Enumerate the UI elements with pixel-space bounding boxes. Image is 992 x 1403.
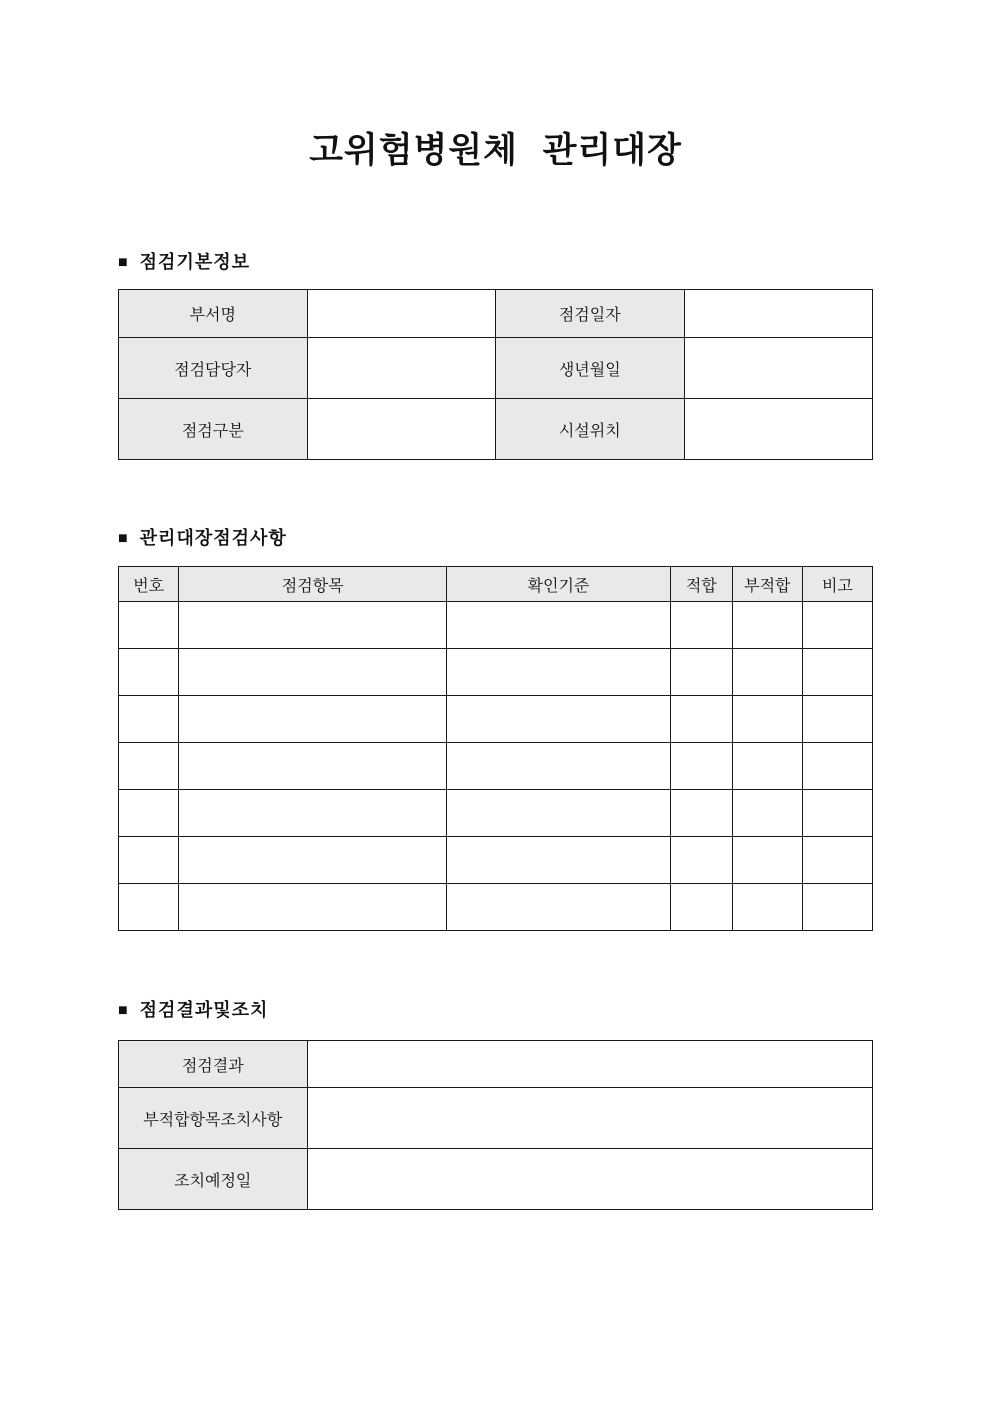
checklist-empty-row	[119, 649, 873, 696]
checklist-empty-cell	[179, 837, 447, 884]
checklist-empty-cell	[802, 743, 872, 790]
checklist-empty-cell	[446, 696, 670, 743]
field-label-cell: 점검구분	[119, 399, 308, 460]
field-value-cell	[307, 338, 496, 399]
checklist-empty-cell	[446, 837, 670, 884]
square-bullet-icon: ■	[118, 530, 129, 547]
section-heading-text: 점검결과및조치	[139, 1000, 269, 1020]
table-row	[119, 290, 873, 338]
checklist-empty-cell	[670, 837, 732, 884]
checklist-empty-row	[119, 696, 873, 743]
square-bullet-icon: ■	[118, 1002, 129, 1019]
checklist-empty-cell	[179, 790, 447, 837]
checklist-empty-cell	[732, 696, 802, 743]
checklist-empty-cell	[119, 649, 179, 696]
table-row	[119, 338, 873, 399]
field-value-cell	[684, 290, 873, 338]
checklist-empty-cell	[670, 602, 732, 649]
checklist-empty-cell	[446, 884, 670, 931]
field-label-cell: 생년월일	[496, 338, 685, 399]
section-heading-text: 점검기본정보	[139, 252, 250, 272]
checklist-empty-cell	[732, 790, 802, 837]
page-title: 고위험병원체 관리대장	[309, 131, 682, 170]
field-value-cell	[684, 399, 873, 460]
table-row	[119, 399, 873, 460]
checklist-empty-cell	[732, 602, 802, 649]
field-label-cell: 점검담당자	[119, 338, 308, 399]
section-heading-result	[118, 998, 873, 1023]
table-row	[119, 1041, 873, 1088]
column-header-item: 점검항목	[179, 567, 447, 602]
checklist-body	[119, 602, 873, 931]
section-heading-checklist	[118, 526, 873, 551]
checklist-empty-cell	[732, 649, 802, 696]
checklist-table	[118, 566, 873, 931]
checklist-empty-cell	[179, 743, 447, 790]
field-value-cell	[307, 290, 496, 338]
checklist-empty-cell	[802, 696, 872, 743]
checklist-empty-cell	[670, 884, 732, 931]
field-label-cell: 점검일자	[496, 290, 685, 338]
column-header-remarks: 비고	[802, 567, 872, 602]
checklist-empty-cell	[732, 837, 802, 884]
checklist-empty-cell	[179, 602, 447, 649]
checklist-empty-cell	[119, 743, 179, 790]
column-header-number: 번호	[119, 567, 179, 602]
basic-info-table	[118, 289, 873, 460]
checklist-empty-cell	[119, 790, 179, 837]
field-value-cell	[307, 1041, 873, 1088]
checklist-empty-row	[119, 743, 873, 790]
checklist-empty-cell	[179, 696, 447, 743]
section-basic-info	[118, 250, 873, 460]
field-value-cell	[307, 1149, 873, 1210]
checklist-empty-cell	[179, 649, 447, 696]
checklist-empty-cell	[119, 837, 179, 884]
checklist-empty-cell	[802, 602, 872, 649]
checklist-empty-cell	[446, 602, 670, 649]
checklist-empty-cell	[179, 884, 447, 931]
field-value-cell	[307, 1088, 873, 1149]
field-label-cell: 조치예정일	[119, 1149, 308, 1210]
checklist-empty-cell	[802, 884, 872, 931]
checklist-empty-row	[119, 602, 873, 649]
section-heading-text: 관리대장점검사항	[139, 528, 287, 548]
section-heading-basic-info	[118, 250, 873, 275]
field-label-cell: 점검결과	[119, 1041, 308, 1088]
checklist-empty-cell	[732, 743, 802, 790]
column-header-fail: 부적합	[732, 567, 802, 602]
checklist-empty-cell	[802, 790, 872, 837]
checklist-header-row	[119, 567, 873, 602]
column-header-pass: 적합	[670, 567, 732, 602]
table-row	[119, 1149, 873, 1210]
checklist-empty-cell	[446, 790, 670, 837]
result-table	[118, 1040, 873, 1210]
checklist-empty-cell	[802, 837, 872, 884]
checklist-empty-cell	[119, 602, 179, 649]
field-value-cell	[307, 399, 496, 460]
field-label-cell: 부서명	[119, 290, 308, 338]
checklist-empty-cell	[670, 649, 732, 696]
checklist-empty-cell	[119, 696, 179, 743]
checklist-empty-row	[119, 884, 873, 931]
checklist-empty-cell	[732, 884, 802, 931]
checklist-empty-row	[119, 790, 873, 837]
checklist-empty-cell	[446, 649, 670, 696]
checklist-empty-row	[119, 837, 873, 884]
checklist-empty-cell	[670, 743, 732, 790]
section-result	[118, 998, 873, 1210]
table-row	[119, 1088, 873, 1149]
checklist-empty-cell	[670, 790, 732, 837]
checklist-empty-cell	[446, 743, 670, 790]
checklist-empty-cell	[670, 696, 732, 743]
field-label-cell: 시설위치	[496, 399, 685, 460]
field-value-cell	[684, 338, 873, 399]
field-label-cell: 부적합항목조치사항	[119, 1088, 308, 1149]
square-bullet-icon: ■	[118, 254, 129, 271]
checklist-empty-cell	[802, 649, 872, 696]
checklist-empty-cell	[119, 884, 179, 931]
column-header-criteria: 확인기준	[446, 567, 670, 602]
section-checklist	[118, 526, 873, 931]
